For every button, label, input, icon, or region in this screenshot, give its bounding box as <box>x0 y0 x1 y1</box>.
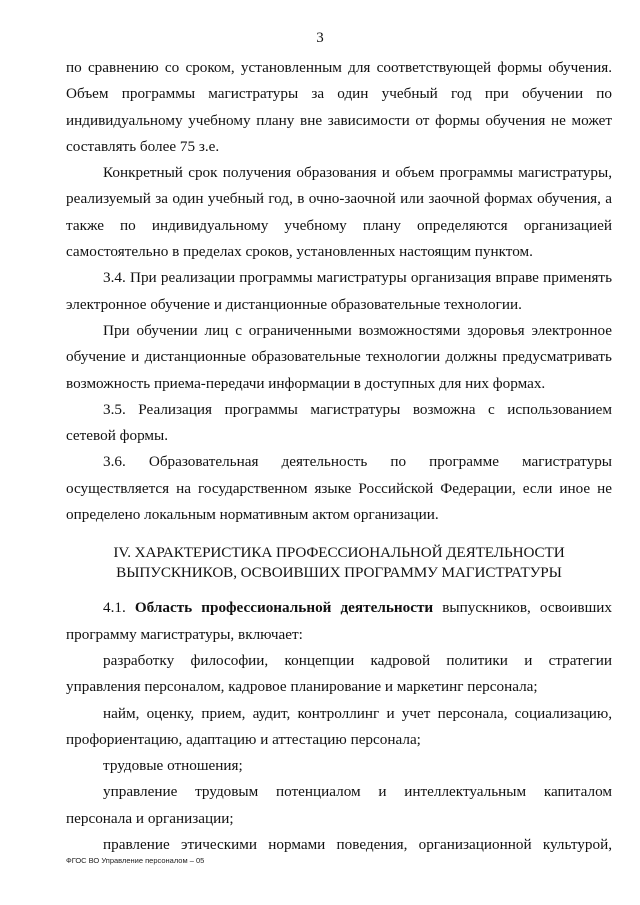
document-footer: ФГОС ВО Управление персоналом – 05 <box>66 856 205 865</box>
item-rest: выпускников, освоивших программу магистратуры, включает: <box>66 599 612 643</box>
section-heading <box>66 543 612 583</box>
section-heading-line-1: IV. ХАРАКТЕРИСТИКА ПРОФЕССИОНАЛЬНОЙ ДЕЯТЕЛЬНОСТИ <box>113 544 565 562</box>
page-number: 3 <box>316 30 324 46</box>
section-heading-line-2: ВЫПУСКНИКОВ, ОСВОИВШИХ ПРОГРАММУ МАГИСТРАТУРЫ <box>116 564 562 582</box>
paragraph-3-4: 3.4. При реализации программы магистратуры организация вправе применять электронное обучение и дистанционные образовательные технологии. <box>66 269 612 313</box>
paragraph-3-5: 3.5. Реализация программы магистратуры возможна с использованием сетевой формы. <box>66 400 612 445</box>
paragraph-3-6: 3.6. Образовательная деятельность по программе магистратуры осуществляется на государственном языке Российской Федерации, если иное не определено локальным нормативным актом организации. <box>66 453 612 524</box>
list-item: управление трудовым потенциалом и интеллектуальным капиталом персонала и организации; <box>66 783 612 827</box>
list-item: правление этическими нормами поведения, организационной культурой, <box>103 836 612 854</box>
paragraph-4-1 <box>66 595 612 648</box>
paragraph-duration: Конкретный срок получения образования и объем программы магистратуры, реализуемый за один учебный год, в очно-заочной или заочной формах обучения, а также по индивидуальному учебному плану определяются организацией самостоятельно в пределах сроков, установленных настоящим пунктом. <box>66 164 612 261</box>
list-item: найм, оценку, прием, аудит, контроллинг и учет персонала, социализацию, профориентацию, адаптацию и аттестацию персонала; <box>66 704 612 748</box>
paragraph-disabilities: При обучении лиц с ограниченными возможностями здоровья электронное обучение и дистанционные образовательные технологии должны предусматривать возможность приема-передачи информации в доступных для них формах. <box>66 321 612 392</box>
item-bold-term: Область профессиональной деятельности <box>134 599 434 617</box>
list-item: трудовые отношения; <box>103 757 243 775</box>
document-body <box>66 55 612 858</box>
paragraph-continuation: по сравнению со сроком, установленным для соответствующей формы обучения. Объем программы магистратуры за один учебный год при обучении по индивидуальному учебному плану вне зависимости от формы обучения не может составлять более 75 з.е. <box>66 59 612 155</box>
list-item: разработку философии, концепции кадровой политики и стратегии управления персоналом, кадровое планирование и маркетинг персонала; <box>66 651 612 696</box>
item-number: 4.1. <box>103 599 126 617</box>
